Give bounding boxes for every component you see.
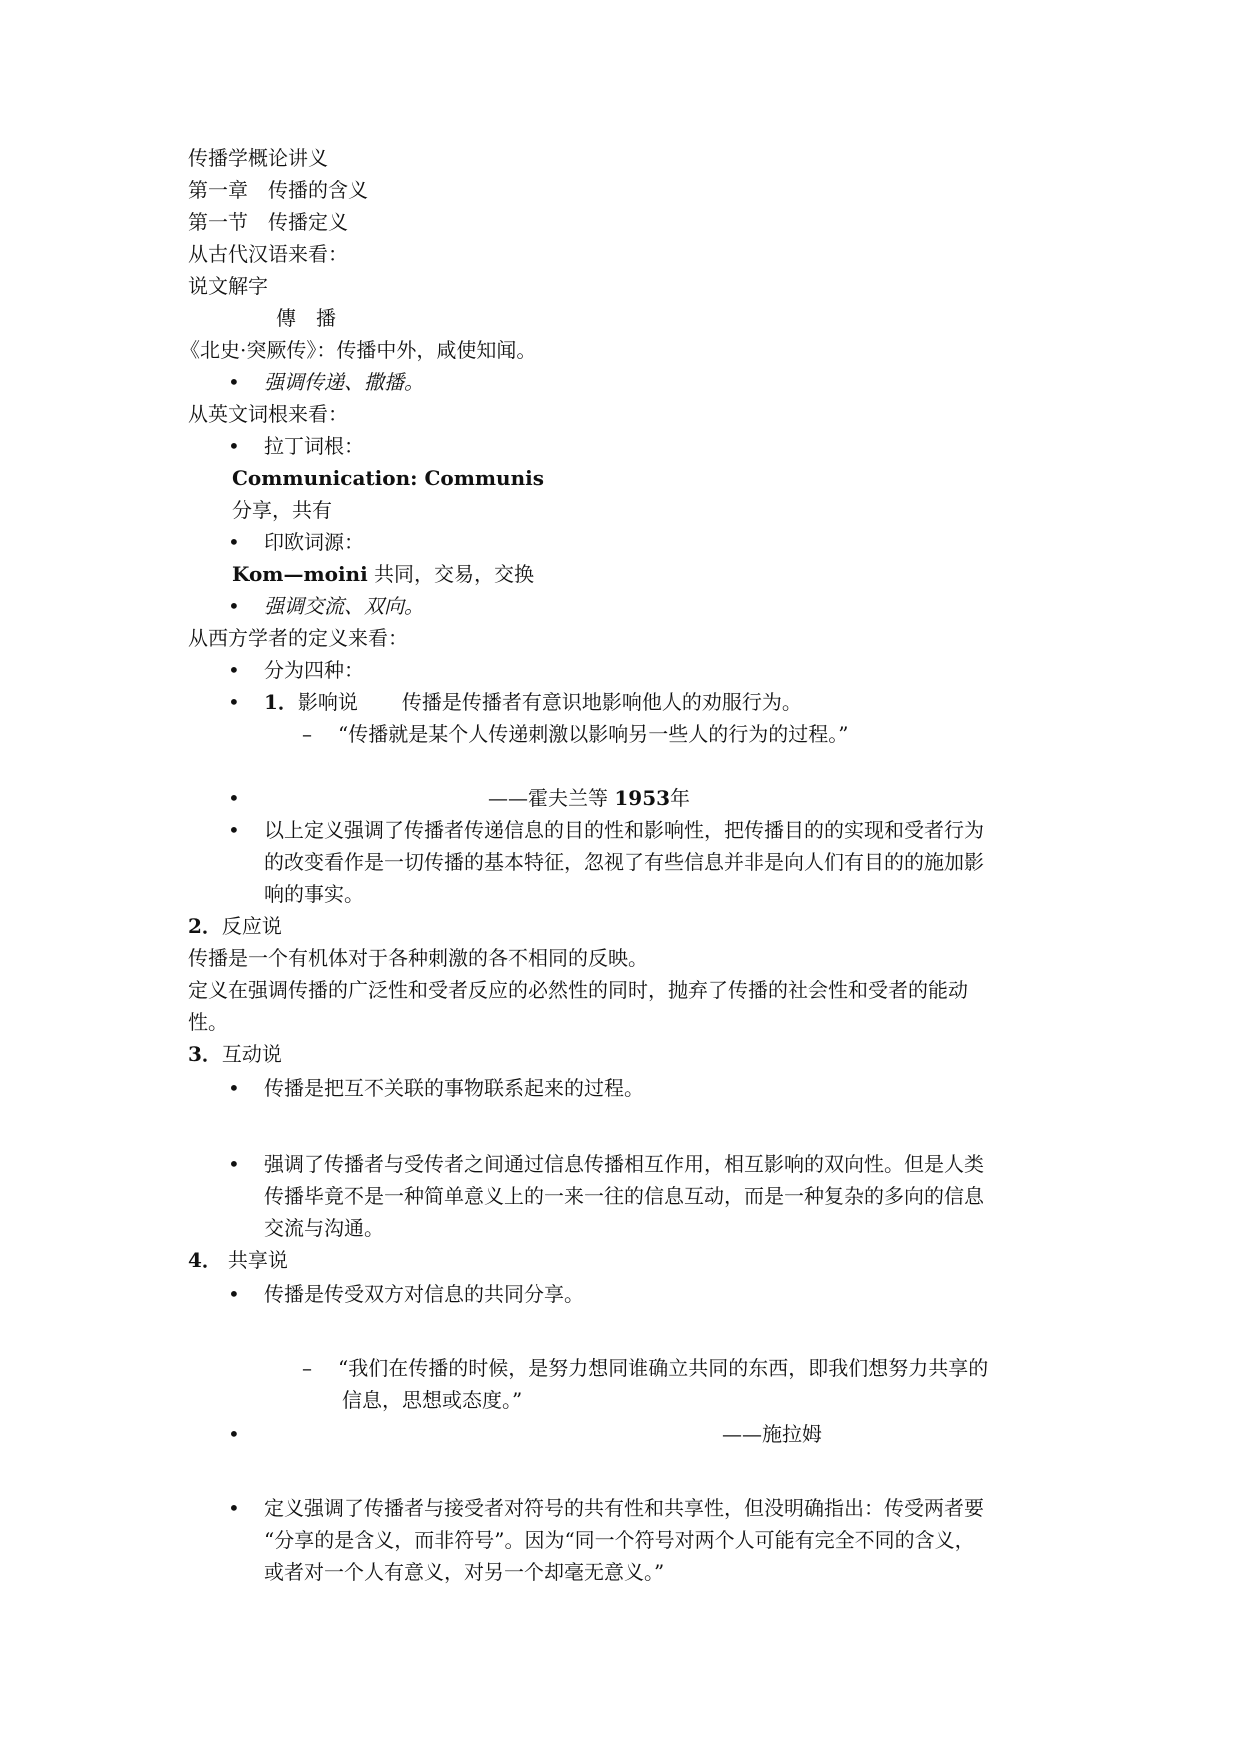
sharing-quote-line-2: 信息，思想或态度。” bbox=[342, 1388, 523, 1412]
shuowen-line: 说文解字 bbox=[188, 274, 268, 298]
sharing-number: 4． bbox=[188, 1248, 222, 1272]
emphasis-transmit: 强调传递、撒播。 bbox=[264, 370, 424, 394]
beishi-quote: 《北史·突厥传》：传播中外，咸使知闻。 bbox=[180, 338, 537, 362]
bullet-marker: • bbox=[228, 1076, 240, 1100]
influence-quote: “传播就是某个人传递刺激以影响另一些人的行为的过程。” bbox=[338, 722, 849, 746]
western-scholars-heading: 从西方学者的定义来看： bbox=[188, 626, 408, 650]
reaction-theory-heading bbox=[188, 910, 282, 942]
sharing-comment-line-3: 或者对一个人有意义，对另一个却毫无意义。” bbox=[264, 1560, 665, 1584]
interaction-comment-line-2: 传播毕竟不是一种简单意义上的一来一往的信息互动，而是一种复杂的多向的信息 bbox=[264, 1184, 984, 1208]
interaction-definition: 传播是把互不关联的事物联系起来的过程。 bbox=[264, 1076, 644, 1100]
reaction-number: 2． bbox=[188, 914, 222, 938]
influence-comment-line-2: 的改变看作是一切传播的基本特征，忽视了有些信息并非是向人们有目的的施加影 bbox=[264, 850, 984, 874]
doc-title: 传播学概论讲义 bbox=[188, 146, 328, 170]
bullet-marker: • bbox=[228, 1152, 240, 1176]
influence-comment-line-3: 响的事实。 bbox=[264, 882, 364, 906]
bullet-marker: • bbox=[228, 1496, 240, 1520]
four-types-label: 分为四种： bbox=[264, 658, 364, 682]
sharing-title: 共享说 bbox=[227, 1248, 288, 1272]
emphasis-exchange: 强调交流、双向。 bbox=[264, 594, 424, 618]
bullet-marker: • bbox=[228, 690, 240, 714]
share-meaning: 分享，共有 bbox=[232, 498, 332, 522]
interaction-comment-line-3: 交流与沟通。 bbox=[264, 1216, 384, 1240]
chapter-heading: 第一章 传播的含义 bbox=[188, 178, 368, 202]
sharing-definition: 传播是传受双方对信息的共同分享。 bbox=[264, 1282, 584, 1306]
bullet-marker: • bbox=[228, 818, 240, 842]
influence-title: 影响说 bbox=[297, 690, 358, 714]
communication-root: Communication: Communis bbox=[232, 466, 544, 490]
section-heading: 第一节 传播定义 bbox=[188, 210, 348, 234]
bullet-marker: • bbox=[228, 434, 240, 458]
hovland-year: 1953 bbox=[614, 786, 671, 810]
dash-marker: – bbox=[302, 722, 312, 746]
influence-theory-line bbox=[264, 686, 802, 718]
hovland-attribution bbox=[488, 782, 690, 814]
sharing-comment-line-2: “分享的是含义，而非符号”。因为“同一个符号对两个人可能有完全不同的含义， bbox=[264, 1528, 975, 1552]
ancient-chinese-heading: 从古代汉语来看： bbox=[188, 242, 348, 266]
bullet-marker: • bbox=[228, 370, 240, 394]
bullet-marker: • bbox=[228, 1422, 240, 1446]
latin-root-label: 拉丁词根： bbox=[264, 434, 364, 458]
reaction-title: 反应说 bbox=[221, 914, 282, 938]
bullet-marker: • bbox=[228, 530, 240, 554]
interaction-title: 互动说 bbox=[221, 1042, 282, 1066]
kom-moini-line bbox=[232, 558, 534, 590]
reaction-comment-line-2: 性。 bbox=[188, 1010, 228, 1034]
influence-comment-line-1: 以上定义强调了传播者传递信息的目的性和影响性，把传播目的的实现和受者行为 bbox=[264, 818, 984, 842]
influence-number: 1． bbox=[264, 690, 298, 714]
chuanbo-characters: 傳播 bbox=[276, 306, 356, 330]
interaction-theory-heading bbox=[188, 1038, 282, 1070]
bullet-marker: • bbox=[228, 594, 240, 618]
bullet-marker: • bbox=[228, 1282, 240, 1306]
interaction-comment-line-1: 强调了传播者与受传者之间通过信息传播相互作用，相互影响的双向性。但是人类 bbox=[264, 1152, 984, 1176]
sharing-comment-line-1: 定义强调了传播者与接受者对符号的共有性和共享性，但没明确指出：传受两者要 bbox=[264, 1496, 984, 1520]
reaction-definition: 传播是一个有机体对于各种刺激的各不相同的反映。 bbox=[188, 946, 648, 970]
english-root-heading: 从英文词根来看： bbox=[188, 402, 348, 426]
kom-moini-meaning: 共同，交易，交换 bbox=[374, 562, 535, 586]
dash-marker: – bbox=[302, 1356, 312, 1380]
indo-european-label: 印欧词源： bbox=[264, 530, 364, 554]
bullet-marker: • bbox=[228, 786, 240, 810]
sharing-quote-line-1: “我们在传播的时候，是努力想同谁确立共同的东西，即我们想努力共享的 bbox=[338, 1356, 989, 1380]
bullet-marker: • bbox=[228, 658, 240, 682]
influence-definition: 传播是传播者有意识地影响他人的劝服行为。 bbox=[401, 690, 802, 714]
sharing-theory-heading bbox=[188, 1244, 288, 1276]
hovland-name: ——霍夫兰等 bbox=[488, 786, 608, 810]
reaction-comment-line-1: 定义在强调传播的广泛性和受者反应的必然性的同时，抛弃了传播的社会性和受者的能动 bbox=[188, 978, 968, 1002]
interaction-number: 3． bbox=[188, 1042, 222, 1066]
kom-moini-term: Kom—moini bbox=[232, 562, 368, 586]
hovland-year-suffix: 年 bbox=[670, 786, 691, 810]
schramm-attribution: ——施拉姆 bbox=[722, 1422, 822, 1446]
